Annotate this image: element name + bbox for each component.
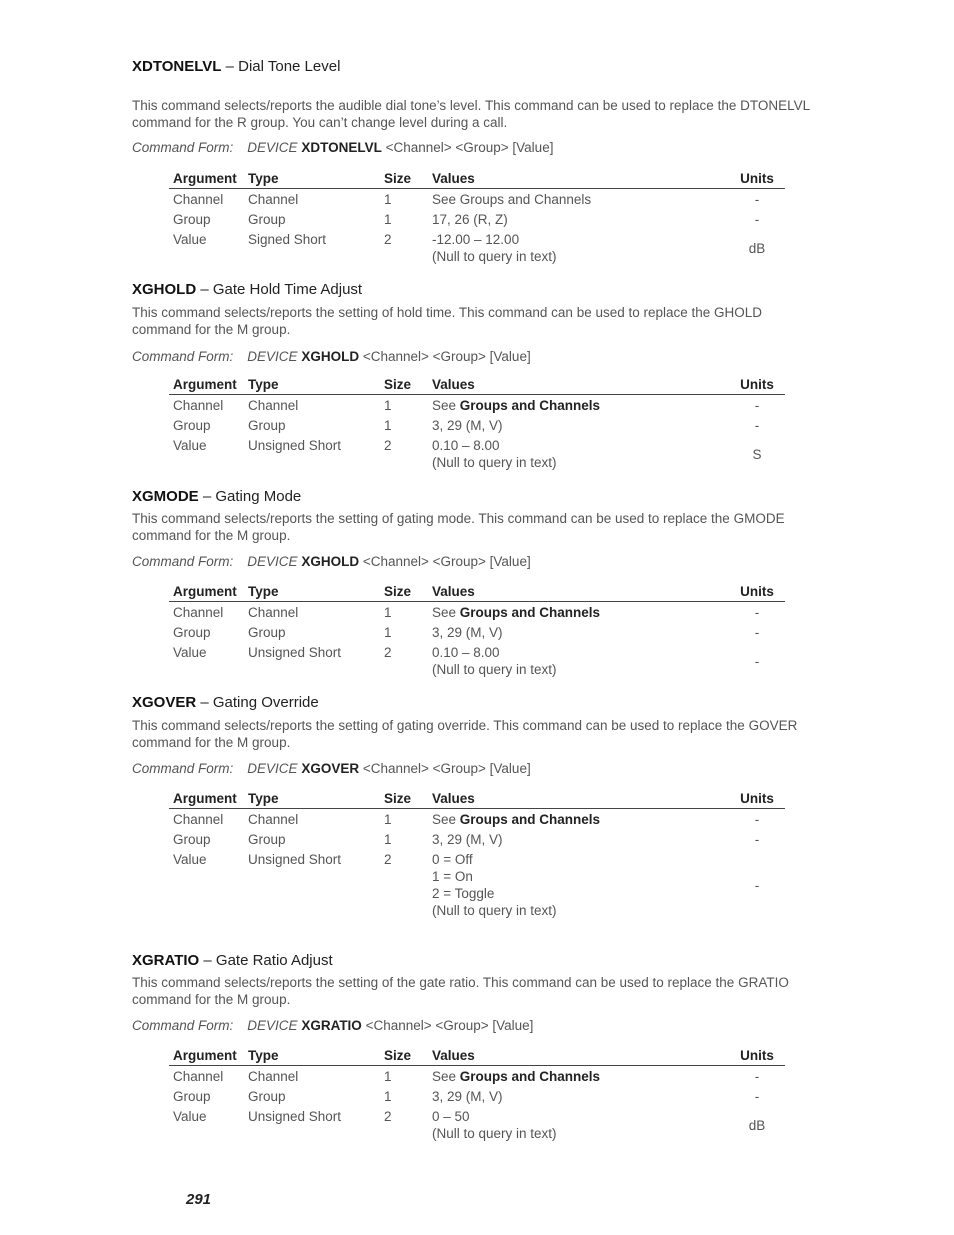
cell-size: 2 [384, 645, 392, 660]
cell-size: 2 [384, 852, 392, 867]
argument-table [169, 584, 785, 679]
cell-size: 1 [384, 192, 392, 207]
command-form-label: Command Form: [132, 554, 234, 569]
cell-argument: Group [173, 1089, 211, 1104]
section-heading [132, 58, 822, 76]
argument-table [169, 377, 785, 472]
section-heading [132, 952, 822, 970]
values-extra-line: 2 = Toggle [432, 886, 495, 901]
cell-values [428, 189, 725, 210]
command-form-code: XGHOLD [301, 554, 360, 569]
command-form-label: Command Form: [132, 1018, 234, 1033]
cell-units: - [754, 812, 760, 827]
argument-table [169, 1048, 785, 1143]
cell-size: 1 [384, 605, 392, 620]
cell-values [428, 809, 725, 830]
cell-type: Group [248, 418, 286, 433]
column-header-argument: Argument [169, 1048, 244, 1066]
table-row [169, 415, 785, 435]
values-text: See Groups and Channels [432, 192, 592, 207]
command-form [132, 1017, 822, 1034]
cell-values [428, 1066, 725, 1087]
values-text: See [432, 605, 460, 620]
column-header-values: Values [428, 171, 725, 189]
command-form-code: XGRATIO [301, 1018, 362, 1033]
cell-units: - [754, 832, 760, 847]
column-header-size: Size [380, 791, 428, 809]
column-header-size: Size [380, 377, 428, 395]
column-header-units: Units [725, 791, 785, 809]
command-form-label: Command Form: [132, 761, 234, 776]
cell-argument: Channel [173, 192, 224, 207]
command-code: XDTONELVL [132, 58, 222, 75]
command-device: DEVICE [247, 1018, 298, 1033]
column-header-argument: Argument [169, 791, 244, 809]
cell-argument: Value [173, 852, 207, 867]
cell-units: dB [748, 1117, 766, 1133]
cell-units: - [754, 605, 760, 620]
values-text: 3, 29 (M, V) [432, 1089, 503, 1104]
values-link-text: Groups and Channels [459, 605, 601, 620]
table-row [169, 209, 785, 229]
values-text: 0 = Off [432, 852, 473, 867]
section-heading [132, 694, 822, 712]
column-header-units: Units [725, 377, 785, 395]
table-row [169, 229, 785, 266]
cell-argument: Group [173, 212, 211, 227]
command-form [132, 760, 822, 777]
cell-values [428, 415, 725, 435]
column-header-units: Units [725, 171, 785, 189]
cell-units: - [754, 212, 760, 227]
values-text: 0.10 – 8.00 [432, 645, 500, 660]
cell-size: 1 [384, 1089, 392, 1104]
column-header-argument: Argument [169, 584, 244, 602]
command-form [132, 348, 822, 365]
command-form-code: XGOVER [301, 761, 360, 776]
cell-size: 1 [384, 832, 392, 847]
cell-units: - [754, 653, 760, 669]
cell-values [428, 622, 725, 642]
command-form [132, 139, 822, 156]
cell-type: Unsigned Short [248, 1109, 342, 1124]
column-header-values: Values [428, 791, 725, 809]
values-extra-line: 1 = On [432, 869, 473, 884]
cell-units: - [754, 418, 760, 433]
cell-units: - [754, 1089, 760, 1104]
section-description: This command selects/reports the setting of hold time. This command can be used to replace the GHOLD command for the M group. [132, 305, 763, 337]
cell-argument: Value [173, 645, 207, 660]
cell-values [428, 209, 725, 229]
cell-argument: Value [173, 1109, 207, 1124]
command-title: – Gating Override [196, 694, 319, 711]
column-header-size: Size [380, 584, 428, 602]
command-form-code: XDTONELVL [301, 140, 382, 155]
table-row [169, 602, 785, 623]
table-header-row [169, 171, 785, 189]
cell-values [428, 395, 725, 416]
cell-argument: Value [173, 232, 207, 247]
command-args: <Channel> <Group> [Value] [359, 554, 531, 569]
column-header-type: Type [244, 791, 380, 809]
table-row [169, 849, 785, 920]
cell-argument: Group [173, 832, 211, 847]
cell-type: Channel [248, 192, 299, 207]
column-header-values: Values [428, 584, 725, 602]
cell-size: 1 [384, 1069, 392, 1084]
command-code: XGHOLD [132, 281, 197, 298]
cell-type: Channel [248, 605, 299, 620]
command-code: XGOVER [132, 694, 197, 711]
cell-type: Unsigned Short [248, 645, 342, 660]
values-link-text: Groups and Channels [459, 398, 601, 413]
command-device: DEVICE [247, 761, 298, 776]
values-extra-line: (Null to query in text) [432, 903, 557, 918]
column-header-values: Values [428, 1048, 725, 1066]
values-extra-line: (Null to query in text) [432, 249, 557, 264]
table-row [169, 395, 785, 416]
table-row [169, 622, 785, 642]
column-header-values: Values [428, 377, 725, 395]
column-header-size: Size [380, 171, 428, 189]
cell-type: Group [248, 1089, 286, 1104]
cell-values [428, 229, 725, 266]
column-header-type: Type [244, 1048, 380, 1066]
table-header-row [169, 377, 785, 395]
column-header-units: Units [725, 1048, 785, 1066]
section-xghold [132, 281, 822, 470]
command-device: DEVICE [247, 140, 298, 155]
cell-units: S [752, 446, 762, 462]
cell-size: 1 [384, 212, 392, 227]
column-header-units: Units [725, 584, 785, 602]
values-text: -12.00 – 12.00 [432, 232, 520, 247]
command-args: <Channel> <Group> [Value] [361, 1018, 534, 1033]
command-device: DEVICE [247, 554, 298, 569]
cell-argument: Group [173, 625, 211, 640]
table-row [169, 189, 785, 210]
cell-values [428, 849, 725, 920]
values-text: 17, 26 (R, Z) [432, 212, 508, 227]
values-link-text: Groups and Channels [459, 1069, 601, 1084]
column-header-size: Size [380, 1048, 428, 1066]
table-row [169, 1086, 785, 1106]
section-description: This command selects/reports the setting of gating override. This command can be used to replace the GOVER command for the M group. [132, 718, 798, 750]
values-text: 3, 29 (M, V) [432, 832, 503, 847]
cell-type: Signed Short [248, 232, 327, 247]
values-text: 0.10 – 8.00 [432, 438, 500, 453]
section-xdtonelvl [132, 58, 822, 264]
cell-values [428, 1086, 725, 1106]
command-form-label: Command Form: [132, 349, 234, 364]
table-row [169, 642, 785, 679]
cell-size: 1 [384, 812, 392, 827]
cell-type: Unsigned Short [248, 438, 342, 453]
table-header-row [169, 1048, 785, 1066]
cell-size: 2 [384, 232, 392, 247]
cell-units: - [754, 625, 760, 640]
cell-type: Group [248, 212, 286, 227]
values-extra-line: (Null to query in text) [432, 455, 557, 470]
cell-argument: Channel [173, 605, 224, 620]
section-description: This command selects/reports the audible dial tone’s level. This command can be used to replace the DTONELVL command for the R group. You can’t change level during a call. [132, 98, 810, 130]
cell-argument: Value [173, 438, 207, 453]
cell-size: 1 [384, 625, 392, 640]
values-extra-line: (Null to query in text) [432, 662, 557, 677]
values-text: 3, 29 (M, V) [432, 418, 503, 433]
cell-type: Unsigned Short [248, 852, 342, 867]
command-title: – Gating Mode [198, 488, 302, 505]
column-header-type: Type [244, 171, 380, 189]
cell-type: Group [248, 832, 286, 847]
cell-units: - [754, 192, 760, 207]
cell-values [428, 642, 725, 679]
cell-argument: Channel [173, 1069, 224, 1084]
section-xgmode [132, 488, 822, 677]
column-header-type: Type [244, 377, 380, 395]
table-row [169, 1066, 785, 1087]
command-form [132, 553, 822, 570]
cell-argument: Channel [173, 812, 224, 827]
cell-type: Group [248, 625, 286, 640]
values-text: See [432, 398, 460, 413]
table-header-row [169, 791, 785, 809]
section-heading [132, 281, 822, 299]
values-text: See [432, 1069, 460, 1084]
command-title: – Dial Tone Level [221, 58, 341, 75]
command-form-code: XGHOLD [301, 349, 360, 364]
cell-type: Channel [248, 812, 299, 827]
command-args: <Channel> <Group> [Value] [359, 349, 531, 364]
values-link-text: Groups and Channels [459, 812, 601, 827]
cell-values [428, 1106, 725, 1143]
cell-size: 1 [384, 398, 392, 413]
table-row [169, 809, 785, 830]
cell-values [428, 829, 725, 849]
cell-units: - [754, 1069, 760, 1084]
column-header-type: Type [244, 584, 380, 602]
command-device: DEVICE [247, 349, 298, 364]
table-row [169, 1106, 785, 1143]
values-text: 0 – 50 [432, 1109, 470, 1124]
cell-units: - [754, 398, 760, 413]
cell-type: Channel [248, 1069, 299, 1084]
cell-units: dB [748, 240, 766, 256]
cell-type: Channel [248, 398, 299, 413]
column-header-argument: Argument [169, 377, 244, 395]
command-code: XGRATIO [132, 952, 200, 969]
table-header-row [169, 584, 785, 602]
cell-size: 1 [384, 418, 392, 433]
command-args: <Channel> <Group> [Value] [381, 140, 554, 155]
cell-size: 2 [384, 1109, 392, 1124]
command-args: <Channel> <Group> [Value] [359, 761, 531, 776]
cell-units: - [754, 877, 760, 893]
values-text: 3, 29 (M, V) [432, 625, 503, 640]
section-xgratio [132, 952, 822, 1141]
cell-size: 2 [384, 438, 392, 453]
section-description: This command selects/reports the setting of gating mode. This command can be used to replace the GMODE command for the M group. [132, 511, 785, 543]
command-code: XGMODE [132, 488, 199, 505]
values-text: See [432, 812, 460, 827]
command-title: – Gate Hold Time Adjust [196, 281, 363, 298]
command-form-label: Command Form: [132, 140, 234, 155]
section-heading [132, 488, 822, 506]
section-description: This command selects/reports the setting of the gate ratio. This command can be used to replace the GRATIO command for the M group. [132, 975, 789, 1007]
cell-argument: Group [173, 418, 211, 433]
column-header-argument: Argument [169, 171, 244, 189]
cell-values [428, 435, 725, 472]
cell-values [428, 602, 725, 623]
page-number: 291 [186, 1191, 212, 1208]
argument-table [169, 171, 785, 266]
cell-argument: Channel [173, 398, 224, 413]
table-row [169, 435, 785, 472]
table-row [169, 829, 785, 849]
argument-table [169, 791, 785, 920]
command-title: – Gate Ratio Adjust [199, 952, 333, 969]
section-xgover [132, 694, 822, 918]
values-extra-line: (Null to query in text) [432, 1126, 557, 1141]
